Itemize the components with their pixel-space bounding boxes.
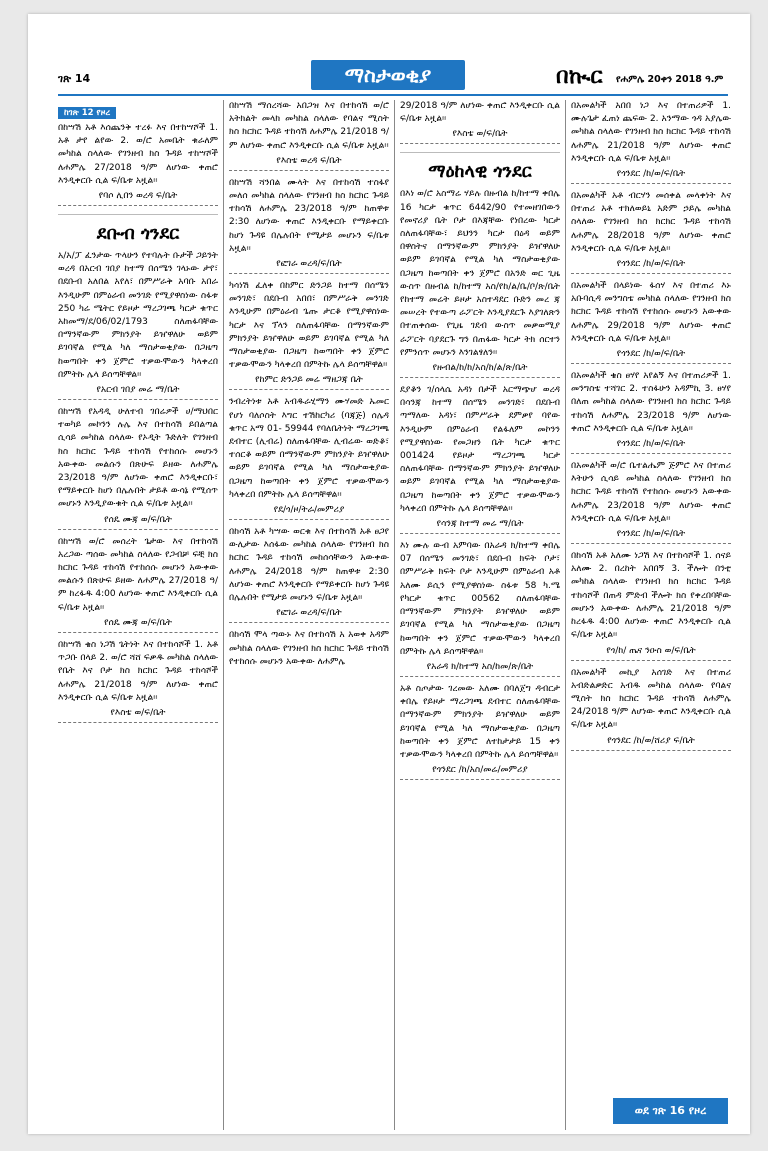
notice-signature: የእስቴ ወ/ፍ/ቤት (110, 707, 166, 718)
notice-text: አ/አ/ፓ ፈንታው ጥላሁን የተባሉት ቡታች ጋይንት ወረዳ በአርብ ገበያ ከተማ በሰሜን ገላኑው ታየ፣ በደቡብ አለበል አየለ፣ በምሥራቅ አባቡ አበራ እንዲሁም በምዕራብ መንገድ የሚያዋስነው ስፋቱ 250 ካሬ ሜትር የይዞታ ማረጋገጫ ካርታ ቁጥር አከመማ/ደ/06/02/1793 ስለጠፋባቸው በማንኛውም ምክንያት ይዠዋለሁ ወይም ይገባኛል የሚል ካለ ማስታወቂያው በጋዜጣ ከወጣበት ቀን ጀምሮ ተቃውሞውን ካላቀረበ በምትኩ ሌላ ይሰጣቸዋል፡፡ (58, 251, 218, 380)
notice-text: በከሣሽ የአዳዲ ሁለተብ ገበሬዎች ሀ/ማህበር ተወካይ መኮንን ሉሌ እና በተከሳሽ ይበልጣል ሲሳይ መካከል ስላለው የኦዲት ጉድለት የገንዘብ ክስ ክርክር ጉዳይ ተከሳሽ የተከሰሱ መሆኑን አውቀው መልሱን በጽሁፍ ይዘው ለሐምሌ 23/2018 ዓ/ም ለሆነው ቀጠሮ እንዲቀርቡ፣ የማይቀርቡ ከሆነ በሌሉበት ታይቶ ውሳኔ የሚሰጥ መሆኑን እንዲያውቁት ሲል ፍ/ቤቱ አዟል፡፡ (58, 407, 218, 510)
notice-text: በከሣሽ ሻንበል ሙላት እና በተከሳሽ ተስፋየ መለሰ መካከል ስላለው የገንዘብ ክስ ክርክር ጉዳይ ተከሳሽ ለሐምሌ 23/2018 ዓ/ም ከጠዋቱ 2:30 ለሆነው ቀጠሮ እንዲቀርቡ የማይቀርቡ ከሆነ ጉዳዩ በሌሉበት የሚታይ መሆኑን ፍ/ቤቱ አዟል፡፡ (229, 177, 389, 254)
notice-signature: የአራዳ ክ/ከተማ አስ/ከመ/ጽ/ቤት (426, 661, 534, 672)
column-2 (229, 100, 389, 1130)
notice-text: በከሣሽ አቶ እሰጨንቅ ተረፉ እና በተከሣሾች 1. አቶ ታየ ልየው 2. ወ/ሮ አመቤት ቁራለም መካከል ስላለው የገንዘብ ክስ ጉዳይ ተከሣሾች ለሐምሌ 27/2018 ዓ/ም ለሆነው ቀጠሮ እንዲቀርቡ ሲል ፍ/ቤቱ አዟል፡፡ (58, 123, 218, 186)
notice-text: 29/2018 ዓ/ም ለሆነው ቀጠሮ እንዲቀርቡ ሲል ፍ/ቤቱ አዟል፡፡ (400, 101, 560, 125)
notice-separator (58, 722, 218, 723)
notice-text: አቶ ስጦታው ገረመው አለሙ በባለጀግ ዳብርታ ቀበሌ የይዞታ ማረጋገጫ ደብተር ስለጠፋባቸው በማንኛውም ምክንያት ይዠዋለሁ ወይም ይገባኛል የሚል ካለ ማስታወቂያው በጋዜጣ ከወጣበት ቀን ጀምሮ ለተከታታይ 15 ቀን ተቃውሞውን ካላቀረበ በምትኩ ሌላ ይሰጣቸዋል፡፡ (400, 683, 560, 760)
notice-text: በከሣሽ ቄስ ነጋሽ ጌትነት እና በተከሳሾች 1. አቶ ጥጋቡ በላይ 2. ወ/ሮ ሻሸ ፍቃዱ መካከል ስላለው የቤት እና ቦታ ክስ ክርክር ጉዳይ ተከሳሾች ለሐምሌ 21/2018 ዓ/ም ለሆነው ቀጠሮ እንዲቀርቡ ሲል ፍ/ቤቱ አዟል፡፡ (58, 639, 218, 703)
column-3 (400, 100, 560, 1130)
notice-text: እነ ሙሉ ውብ አምባው በአራዳ ክ/ከተማ ቀበሌ 07 በሰሜን መንገድ፣ በደቡብ ክፍት ቦታ፣ በምሥራቅ ክፍት ቦታ እንዲሁም በምዕራብ አቶ አለሙ ይሲን የሚያዋስነው ስፋቱ 58 ካ.ሜ የካርታ ቁጥር 00562 ስለጠፋባቸው በማንኛውም ምክንያት ይዠዋለሁ ወይም ይገባኛል የሚል ካለ ማስታወቂያው በጋዜጣ ከወጣበት ቀን ጀምሮ ተቃውሞውን ካላቀረበ በምትኩ ሌላ ይሰጣቸዋል፡፡ (400, 541, 560, 657)
notice-signature: የሰዴ ሙጃ ወ/ፍ/ቤት (104, 617, 172, 628)
column-1 (58, 100, 218, 1130)
page-number: ገጽ 14 (58, 72, 91, 85)
notice-separator (400, 377, 560, 378)
notice-signature: የዙብል/ከ/ከ/አስ/ከ/ል/ጽ/ቤት (432, 363, 528, 374)
notice-signature: የፎገራ ወረዳ/ፍ/ቤት (276, 259, 342, 270)
newspaper-page (28, 14, 750, 1134)
region-heading: ማዕከላዊ ጎንደር (400, 152, 560, 182)
notice-separator (229, 170, 389, 171)
continued-to-tag: ወደ ገጽ 16 የዞረ (613, 1098, 728, 1124)
notice-text: በአመልካች በላይነው ፋሰሃ እና በተጠሪ እኑ አቡባሲዳ መንግስቴ መካከል ስላለው የገንዘብ ክስ ክርክር ጉዳይ ተከሳሽ የተከሰሱ መሆኑን አውቀው ለሐምሌ 29/2018 ዓ/ም ለሆነው ቀጠሮ እንዲቀርቡ ሲል ፍ/ቤቱ አዟል፡፡ (571, 281, 731, 344)
continued-from-tag: ከገጽ 12 የዞረ (58, 107, 116, 119)
notice-signature: የጎንደር /ከ/ወ/ፍ/ቤት (616, 439, 686, 450)
notice-text: በከሳሽ አቶ አለሙ ነጋሽ እና በተከሳሾች 1. ሰናይ አለሙ 2. በረከት አበበኝ 3. ችሎት በንቲ መካከል ስላለው የገንዘብ ክስ ክርክር ጉዳይ ተከሳሾች በጠዳ ምድብ ችሎት ክስ የቀረበባቸው መሆኑን አውቀው ለሐምሌ 21/2018 ዓ/ም ከረፋዱ 4:00 ለሆነው ቀጠሮ እንዲቀርቡ ሲል ፍ/ቤቱ አዟል፡፡ (571, 551, 731, 641)
notice-separator (571, 543, 731, 544)
notice-separator (58, 529, 218, 530)
notice-text: ንብረትነቱ አቶ አብዱራሂማን ሙሃመድ ኡመር የሆነ ባለሶስት እግር ተሽከርካሪ (ባጃጅ) ሰሌዳ ቁጥር አማ 01- 59944 የባለቤትነት ማረጋገጫ ደብተር (ሊብሬ) ስለጠፋባቸው ሊብሬው ወድቆ፣ ተሰርቆ ወይም በማንኛውም ምክንያት ይዠዋለሁ ወይም ይገባኛል የሚል ካለ ማስታወቂያው በጋዜጣ ከወጣበት ቀን ጀምሮ ተቃውሞውን ካላቀረበ በምትኩ ሌላ ይሰጣቸዋል፡፡ (229, 397, 389, 500)
column-divider (223, 100, 224, 1130)
notice-separator (58, 399, 218, 400)
notice-signature: የከምር ድንጋይ መሬ ማዘጋጃ ቤት (255, 375, 363, 386)
notice-separator (400, 779, 560, 780)
notice-separator (571, 363, 731, 364)
notice-text: በአመልካች አቶ ብርሃን መሰቀል መላቀነት እና በተጠሪ አቶ ተክለወይኒ አድም ኃይሌ መካከል ስላለው የገንዘብ ክስ ክርክር ጉዳይ ተከሳሽ ለሐምሌ 28/2018 ዓ/ም ለሆነው ቀጠሮ እንዲቀርቡ ሲል ፍ/ቤቱ አዟል፡፡ (571, 191, 731, 254)
column-divider (565, 100, 566, 1130)
notice-separator (229, 389, 389, 390)
notice-signature: የጎንደር /ከ/ወ/ፍ/ቤት (616, 169, 686, 180)
notice-signature: የጎንደር /ከ/ወ/ፍ/ቤት (616, 259, 686, 270)
notice-text: በአመልካች መኪያ አሰገድ እና በተጠሪ አብድልቃድር አብዱ መካከል ስላለው የባልና ሚስት ክስ ክርክር ጉዳይ ተከሳሽ ለሐምሌ 24/2018 ዓ/ም ለሆነው ቀጠሮ እንዲቀርቡ ሲል ፍ/ቤቱ አዟል፡፡ (571, 667, 731, 731)
notice-separator (58, 632, 218, 633)
notice-signature: የሰዴ ሙጃ ወ/ፍ/ቤት (104, 514, 172, 525)
masthead: በኲር (556, 64, 603, 89)
notice-text: በአመልካች ወ/ሮ ቤተልሔም ጅምሮ እና በተጠሪ እትሁን ሲሳይ መካከል ስላለው የገንዘብ ክስ ክርክር ጉዳይ ተከሳሽ የተከሰሱ መሆኑን አውቀው ለሐምሌ 23/2018 ዓ/ም ለሆነው ቀጠሮ እንዲቀርቡ ሲል ፍ/ቤቱ አዟል፡፡ (571, 461, 731, 524)
section-title: ማስታወቂያ (311, 60, 465, 90)
issue-date: የሐምሌ 20ቀን 2018 ዓ.ም (616, 74, 724, 85)
notice-text: ካሳነሽ ፈለቀ በከምር ድንጋይ ከተማ በሰሜን መንገድ፣ በደቡብ አበበ፣ በምሥራቅ መንገድ እንዲሁም በምዕራብ ጌጡ ታርቆ የሚያዋስነው ካርታ እና ፕላን ስለጠፋባቸው በማንኛውም ምክንያት ይዠዋለሁ ወይም ይገባኛል የሚል ካለ ማስታወቂያው በጋዜጣ ከወጣበት ቀን ጀምሮ ተቃውሞውን ካላቀረበ በምትኩ ሌላ ይሰጣቸዋል፡፡ (229, 281, 389, 371)
notice-text: በአመልካች ቄስ ፀሃየ አየልኝ እና በተጠሪዎች 1. መንግስቴ ተሻገር 2. ተስፋሁን አዳምኪ 3. ፀሃየ በለጠ መካከል ስላለው የገንዘብ ክስ ክርክር ጉዳይ ተከሳሽ ለሐምሌ 23/2018 ዓ/ም ለሆነው ቀጠሮ እንዲቀርቡ ሲል ፍ/ቤቱ አዟል፡፡ (571, 371, 731, 434)
notice-text: በከሣሽ ማሰረሻው አበጋዝ እና በተከሳሽ ወ/ሮ አትክልት መላክ መካከል ስላለው የባልና ሚስት ክስ ክርክር ጉዳይ ተከሳሽ ለሐምሌ 21/2018 ዓ/ም ለሆነው ቀጠሮ እንዲቀርቡ ሲል ፍ/ቤቱ አዟል፡፡ (229, 101, 389, 151)
notice-separator (400, 143, 560, 144)
notice-separator (58, 205, 218, 206)
notice-signature: የደ/ጎ/ዞ/ትራ/መምሪያ (273, 505, 345, 516)
notice-signature: የፎገራ ወረዳ/ፍ/ቤት (276, 608, 342, 619)
notice-signature: የጎንደር /ከ/አስ/መሬ/መምሪያ (432, 765, 528, 776)
notice-signature: የጎንደር /ከ/ወ/ሸሪያ ፍ/ቤት (607, 735, 695, 746)
notice-separator (571, 273, 731, 274)
notice-text: በአመልካች አበበ ነጋ እና በተጠሪዎች 1. ሙሉጌታ ፈጠነ ጨፍው 2. አንማው ጎዳ አያሌው መካከል ስላለው የገንዘብ ክስ ክርክር ጉዳይ ተከሳሽ ለሐምሌ 21/2018 ዓ/ም ለሆነው ቀጠሮ እንዲቀርቡ ሲል ፍ/ቤቱ አዟል፡፡ (571, 101, 731, 164)
notice-separator (400, 533, 560, 534)
notice-separator (229, 622, 389, 623)
notice-signature: የጎ/ከ/ ጤና ንዑስ ወ/ፍ/ቤት (606, 645, 696, 656)
notice-text: በከሣሽ ወ/ሮ መሰረት ጌታው እና በተከሳሽ አረጋው ጣሰው መካከል ስላለው የጋብቻ ፍቺ ክስ ክርክር ጉዳይ ተከሳሽ የተከሰሱ መሆኑን አውቀው መልሱን በጽሁፍ ይዘው ለሐምሌ 27/2018 ዓ/ም ከረፋዱ 4:00 ለሆነው ቀጠሮ እንዲቀርቡ ሲል ፍ/ቤቱ አዟል፡፡ (58, 536, 218, 613)
notice-text: ደያቆን ገ/ሰላሴ አዳነ በታች አርማጭሆ ወረዳ በሳንጃ ከተማ በሰሜን መንገድ፣ በደቡብ ጣማለው አዳነ፣ በምሥራቅ ደምቃየ ባየው እንዲሁም በምዕራብ የልፋለም መኮንን የሚያዋስነው የመጋዘን ቤት ካርታ ቁጥር 001424 የይዞታ ማረጋገጫ ካርታ ስለጠፋባቸው በማንኛውም ምክንያት ይዠዋለሁ ወይም ይገባኛል የሚል ካለ ማስታወቂያው በጋዜጣ ከወጣበት ቀን ጀምሮ ተቃውሞውን ካላቀረበ በምትኩ ሌላ ይሰጣቸዋል፡፡ (400, 385, 560, 514)
columns-area (58, 100, 730, 1130)
notice-separator (571, 453, 731, 454)
notice-separator (571, 750, 731, 751)
notice-signature: የአርብ ገበያ መሬ ማ/ቤት (96, 385, 180, 396)
column-4 (571, 100, 731, 1130)
notice-text: በከሳሽ ሞላ ጣውኑ እና በተከሳሽ አ አወቀ አዳም መካከል ስላለው የገንዘብ ክስ ክርክር ጉዳይ ተከሳሽ የተከሰሱ መሆኑን አውቀው ለሐምሌ (229, 630, 389, 667)
notice-signature: የሳንጃ ከተማ መሬ ማ/ቤት (436, 519, 524, 530)
notice-separator (229, 273, 389, 274)
notice-text: በእነ ወ/ሮ አስማሬ ሃይሉ በዙብል ከ/ከተማ ቀበሌ 16 ካርታ ቁጥር 6442/90 የተመዘገበውን የመኖሪያ ቤት ቦታ በእጃቸው የነበረው ካርታ ስለጠፋባቸው፣ ይህንን ካርታ በዕዳ ወይም በዋስትና በማንኛውም ምክንያት ይዠዋለሁ ወይም ይገባኛል የሚል ካለ ማስታወቂያው በጋዜጣ ከወጣበት ቀን ጀምሮ በአንድ ወር ጊዜ ውስጥ በዙብል ከ/ከተማ አስ/የከ/ል/ቤ/ቦ/ጽ/ቤት የከተማ መሬት ይዞታ አስተዳደር ቡድን መረ ጃ መሠረት የተውጣ ራፖርት እንዲያደርጉ እያገለጽን በተጠቀሰው የጊዜ ገደብ ውስጥ መቃወሚያ ራፖርት ባያደርጉ ግን በጠፋው ካርታ ትክ ሰርተን የምንሰጥ መሆኑን እንገልፃለን፡፡ (400, 189, 560, 358)
notice-separator (571, 183, 731, 184)
region-heading: ደቡብ ጎንደር (58, 214, 218, 244)
notice-signature: የእስቴ ወረዳ ፍ/ቤት (276, 155, 342, 166)
notice-signature: የጎንደር /ከ/ወ/ፍ/ቤት (616, 529, 686, 540)
notice-signature: የጎንደር /ከ/ወ/ፍ/ቤት (616, 349, 686, 360)
page-header (28, 14, 750, 94)
notice-separator (229, 519, 389, 520)
notice-signature: የባሶ ሊበን ወረዳ ፍ/ቤት (98, 191, 178, 202)
column-divider (394, 100, 395, 1130)
notice-text: በከሳሽ አቶ ካሣው ወርቁ እና በተከሳሽ አቶ ፀጋየ ውሊታው እሰፋው መካከል ስላለው የገንዘብ ክስ ክርክር ጉዳይ ተከሳሽ መከሰሳቸውን አውቀው ለሐምሌ 24/2018 ዓ/ም ከጠዋቱ 2:30 ለሆነው ቀጠሮ እንዲቀርቡ የማይቀርቡ ከሆነ ጉዳዩ በሌሉበት የሚታይ መሆኑን ፍ/ቤቱ አዟል፡፡ (229, 527, 389, 604)
notice-signature: የእስቴ ወ/ፍ/ቤት (452, 129, 508, 140)
notice-separator (571, 660, 731, 661)
notice-separator (400, 676, 560, 677)
header-rule (58, 94, 728, 96)
